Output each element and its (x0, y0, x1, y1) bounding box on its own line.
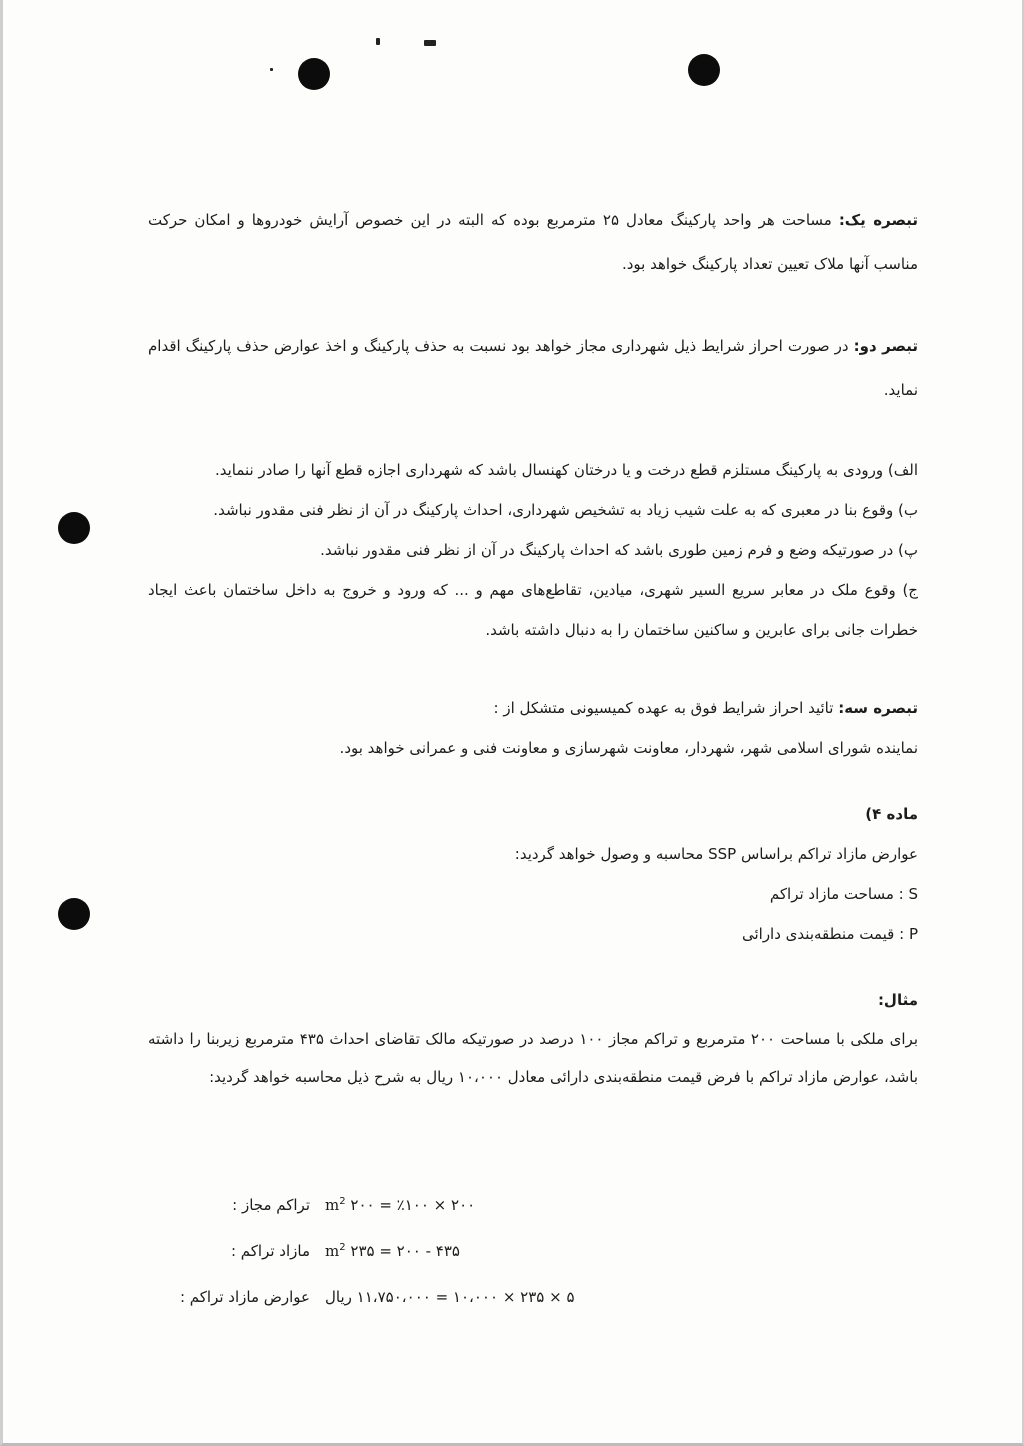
note-two-text: در صورت احراز شرایط ذیل شهرداری مجاز خواهد بود نسبت به حذف پارکینگ و اخذ عوارض حذف پارکینگ اقدام نماید. (148, 337, 918, 399)
example-title: مثال: (877, 991, 918, 1009)
note-one (148, 198, 918, 286)
example-text: برای ملکی با مساحت ۲۰۰ مترمربع و تراکم مجاز ۱۰۰ درصد در صورتیکه مالک تقاضای احداث ۴۳۵ مترمربع زیربنا را داشته باشد، عوارض مازاد تراکم با فرض قیمت منطقه‌بندی دارائی معادل ۱۰،۰۰۰ ریال به شرح ذیل محاسبه خواهد گردید: (148, 1030, 918, 1086)
note-three-label: تبصره سه: (838, 699, 918, 717)
scan-speck (270, 68, 273, 71)
calc-value: ۵ × ۲۳۵ × ۱۰،۰۰۰ = ۱۱،۷۵۰،۰۰۰ (356, 1288, 575, 1306)
calc-label: تراکم مجاز : (232, 1196, 310, 1214)
note-three-text: تائید احراز شرایط فوق به عهده کمیسیونی متشکل از : (493, 699, 834, 717)
calc-label: عوارض مازاد تراکم : (179, 1288, 310, 1306)
calc-expression (325, 1242, 460, 1260)
calc-label: مازاد تراکم : (230, 1242, 310, 1260)
scan-speck (424, 40, 436, 46)
calc-value: ۴۳۵ - ۲۰۰ = ۲۳۵ (350, 1242, 460, 1260)
scan-speck (376, 38, 380, 45)
calculation-table (140, 1186, 920, 1326)
calc-unit: m (325, 1196, 340, 1214)
calc-value: ۲۰۰ × ٪۱۰۰ = ۲۰۰ (350, 1196, 476, 1214)
s-definition: S : مساحت مازاد تراکم (769, 885, 918, 903)
calc-unit-power: 2 (339, 1242, 346, 1253)
note-two (148, 324, 918, 412)
commission-members: نماینده شورای اسلامی شهر، شهردار، معاونت شهرسازی و معاونت فنی و عمرانی خواهد بود. (339, 739, 918, 757)
calc-unit: m (325, 1242, 340, 1260)
calc-row-excess-density (140, 1232, 920, 1272)
calc-row-excess-density-fee (140, 1278, 920, 1318)
punch-hole-left-lower (58, 898, 90, 930)
condition-jim: ج) وقوع ملک در معابر سریع السیر شهری، میادین، تقاطع‌های مهم و ... که ورود و خروج به داخل ساختمان باعث ایجاد خطرات جانی برای عابرین و ساکنین ساختمان را به دنبال داشته باشد. (148, 581, 918, 639)
condition-pe: پ) در صورتیکه وضع و فرم زمین طوری باشد که احداث پارکینگ در آن از نظر فنی مقدور نباشد. (320, 541, 918, 559)
p-definition: P : قیمت منطقه‌بندی دارائی (741, 925, 918, 943)
calc-expression (325, 1196, 475, 1214)
calc-unit: ریال (325, 1288, 352, 1306)
condition-alef: الف) ورودی به پارکینگ مستلزم قطع درخت و یا درختان کهنسال باشد که شهرداری اجازه قطع آنها را صادر ننماید. (214, 461, 918, 479)
note-three (148, 688, 918, 728)
article-four-intro: عوارض مازاد تراکم براساس SSP محاسبه و وصول خواهد گردید: (514, 845, 918, 863)
article-four-title: ماده ۴) (865, 805, 918, 823)
note-one-label: تبصره یک: (838, 211, 918, 229)
punch-hole-top-right (688, 54, 720, 86)
note-two-label: تبصر دو: (853, 337, 918, 355)
punch-hole-top-left (298, 58, 330, 90)
calc-unit-power: 2 (339, 1196, 346, 1207)
punch-hole-left-upper (58, 512, 90, 544)
calc-expression (325, 1288, 575, 1306)
document-body (148, 198, 918, 1096)
calc-row-allowed-density (140, 1186, 920, 1226)
note-one-text: مساحت هر واحد پارکینگ معادل ۲۵ مترمربع بوده که البته در این خصوص آرایش خودروها و امکان حرکت مناسب آنها ملاک تعیین تعداد پارکینگ خواهد بود. (148, 211, 918, 273)
condition-be: ب) وقوع بنا در معبری که به علت شیب زیاد به تشخیص شهرداری، احداث پارکینگ در آن از نظر فنی مقدور نباشد. (213, 501, 918, 519)
